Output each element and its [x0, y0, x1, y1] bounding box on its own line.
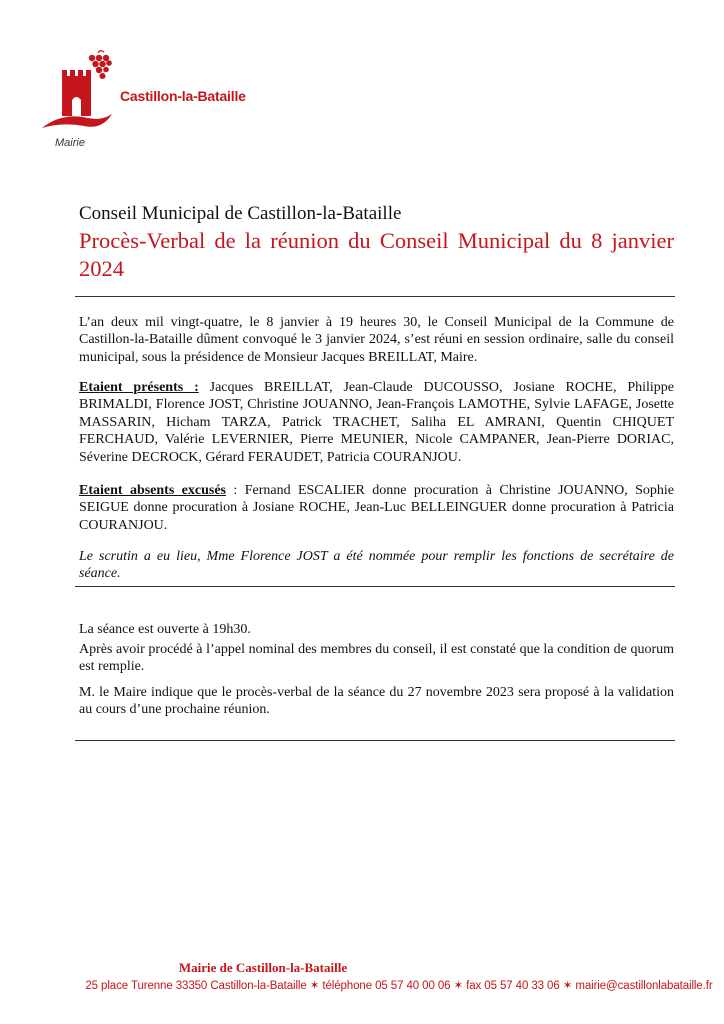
scrutin-paragraph: [79, 548, 674, 583]
town-logo: [40, 50, 270, 160]
intro-text: L’an deux mil vingt-quatre, le 8 janvier à 19 heures 30, le Conseil Municipal de la Commune de Castillon-la-Bataille dûment convoqué le 3 janvier 2024, s’est réuni en session ordinaire, salle du conseil municipal, sous la présidence de Monsieur Jacques BREILLAT, Maire.: [79, 315, 674, 365]
present-list: Jacques BREILLAT, Jean-Claude DUCOUSSO, Josiane ROCHE, Philippe BRIMALDI, Florence JOST, Christine JOUANNO, Jean-François LAMOTHE, Sylvie LAFAGE, Josette MASSARIN, Hicham TARZA, Patrick TRACHET, Saliha EL AMRANI, Quentin CHIQUET FERCHAUD, Valérie LEVERNIER, Pierre MEUNIER, Nicole CAMPANER, Jean-Pierre DORIAC, Séverine DECROCK, Gérard FERAUDET, Patricia COURANJOU.: [79, 380, 674, 465]
scrutin-text: Le scrutin a eu lieu, Mme Florence JOST a été nommée pour remplir les fonctions de secrétaire de séance.: [79, 549, 674, 582]
organization-heading: Conseil Municipal de Castillon-la-Bataille: [79, 203, 402, 224]
quorum-paragraph: [79, 641, 674, 676]
quorum-text: Après avoir procédé à l’appel nominal des membres du conseil, il est constaté que la condition de quorum est remplie.: [79, 642, 674, 675]
middle-divider: [75, 586, 675, 587]
present-paragraph: [79, 379, 674, 466]
bottom-divider: [75, 740, 675, 741]
footer-name: Mairie de Castillon-la-Bataille: [178, 960, 348, 975]
present-label: Etaient présents :: [79, 380, 199, 395]
logo-mairie-label: Mairie: [55, 137, 85, 149]
absent-list: : Fernand ESCALIER donne procuration à Christine JOUANNO, Sophie SEIGUE donne procuration à Josiane ROCHE, Jean-Luc BELLEINGUER donne procuration à Patricia COURANJOU.: [79, 483, 674, 533]
document-title: Procès-Verbal de la réunion du Conseil Municipal du 8 janvier 2024: [79, 228, 674, 281]
castle-grape-emblem: [40, 50, 130, 140]
minutes-paragraph: [79, 684, 674, 719]
logo-town-name: Castillon-la-Bataille: [120, 88, 246, 104]
opening-paragraph: [79, 621, 674, 638]
minutes-text: M. le Maire indique que le procès-verbal de la séance du 27 novembre 2023 sera proposé à la validation au cours d’une prochaine réunion.: [79, 685, 674, 718]
intro-paragraph: [79, 314, 674, 366]
top-divider: [75, 296, 675, 297]
absent-label: Etaient absents excusés: [79, 483, 227, 498]
opening-text: La séance est ouverte à 19h30.: [79, 622, 251, 637]
footer-address: 25 place Turenne 33350 Castillon-la-Bataille ✶ téléphone 05 57 40 00 06 ✶ fax 05 57 40 33 06 ✶ mairie@castillonlabataille.fr: [85, 980, 713, 992]
absent-paragraph: [79, 482, 674, 534]
